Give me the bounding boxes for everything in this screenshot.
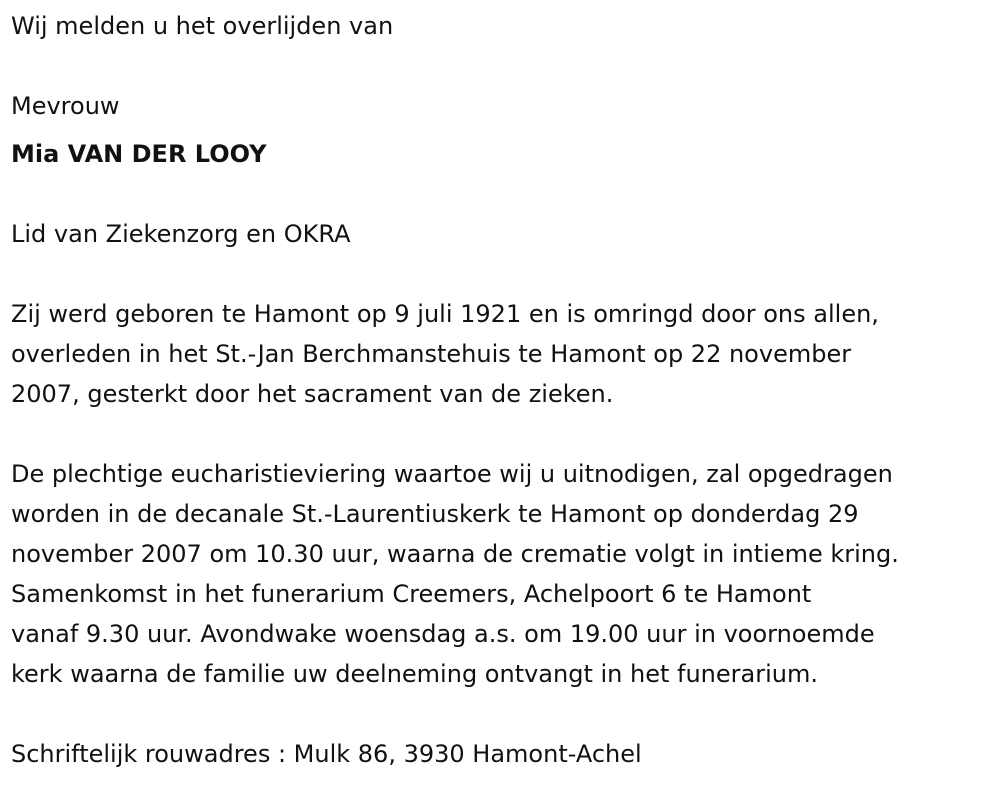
paragraph-line: overleden in het St.-Jan Berchmanstehuis te Hamont op 22 november: [11, 340, 852, 368]
paragraph-line: De plechtige eucharistieviering waartoe wij u uitnodigen, zal opgedragen: [11, 460, 893, 488]
membership-line: Lid van Ziekenzorg en OKRA: [11, 220, 351, 248]
birth-death-paragraph: [11, 294, 996, 414]
paragraph-line: 2007, gesterkt door het sacrament van de zieken.: [11, 380, 614, 408]
paragraph-line: Samenkomst in het funerarium Creemers, Achelpoort 6 te Hamont: [11, 580, 812, 608]
deceased-name: Mia VAN DER LOOY: [11, 140, 267, 168]
paragraph-line: kerk waarna de familie uw deelneming ontvangt in het funerarium.: [11, 660, 818, 688]
spacer: [11, 174, 996, 214]
paragraph-line: november 2007 om 10.30 uur, waarna de crematie volgt in intieme kring.: [11, 540, 899, 568]
spacer: [11, 46, 996, 86]
spacer: [11, 254, 996, 294]
ceremony-paragraph: [11, 454, 996, 694]
spacer: [11, 414, 996, 454]
spacer: [11, 694, 996, 734]
paragraph-line: Zij werd geboren te Hamont op 9 juli 1921 en is omringd door ons allen,: [11, 300, 879, 328]
paragraph-line: vanaf 9.30 uur. Avondwake woensdag a.s. om 19.00 uur in voornoemde: [11, 620, 875, 648]
salutation: Mevrouw: [11, 92, 120, 120]
death-announcement: [11, 6, 996, 774]
mourning-address: Schriftelijk rouwadres : Mulk 86, 3930 Hamont-Achel: [11, 740, 642, 768]
paragraph-line: worden in de decanale St.-Laurentiuskerk te Hamont op donderdag 29: [11, 500, 859, 528]
intro-line: Wij melden u het overlijden van: [11, 12, 394, 40]
